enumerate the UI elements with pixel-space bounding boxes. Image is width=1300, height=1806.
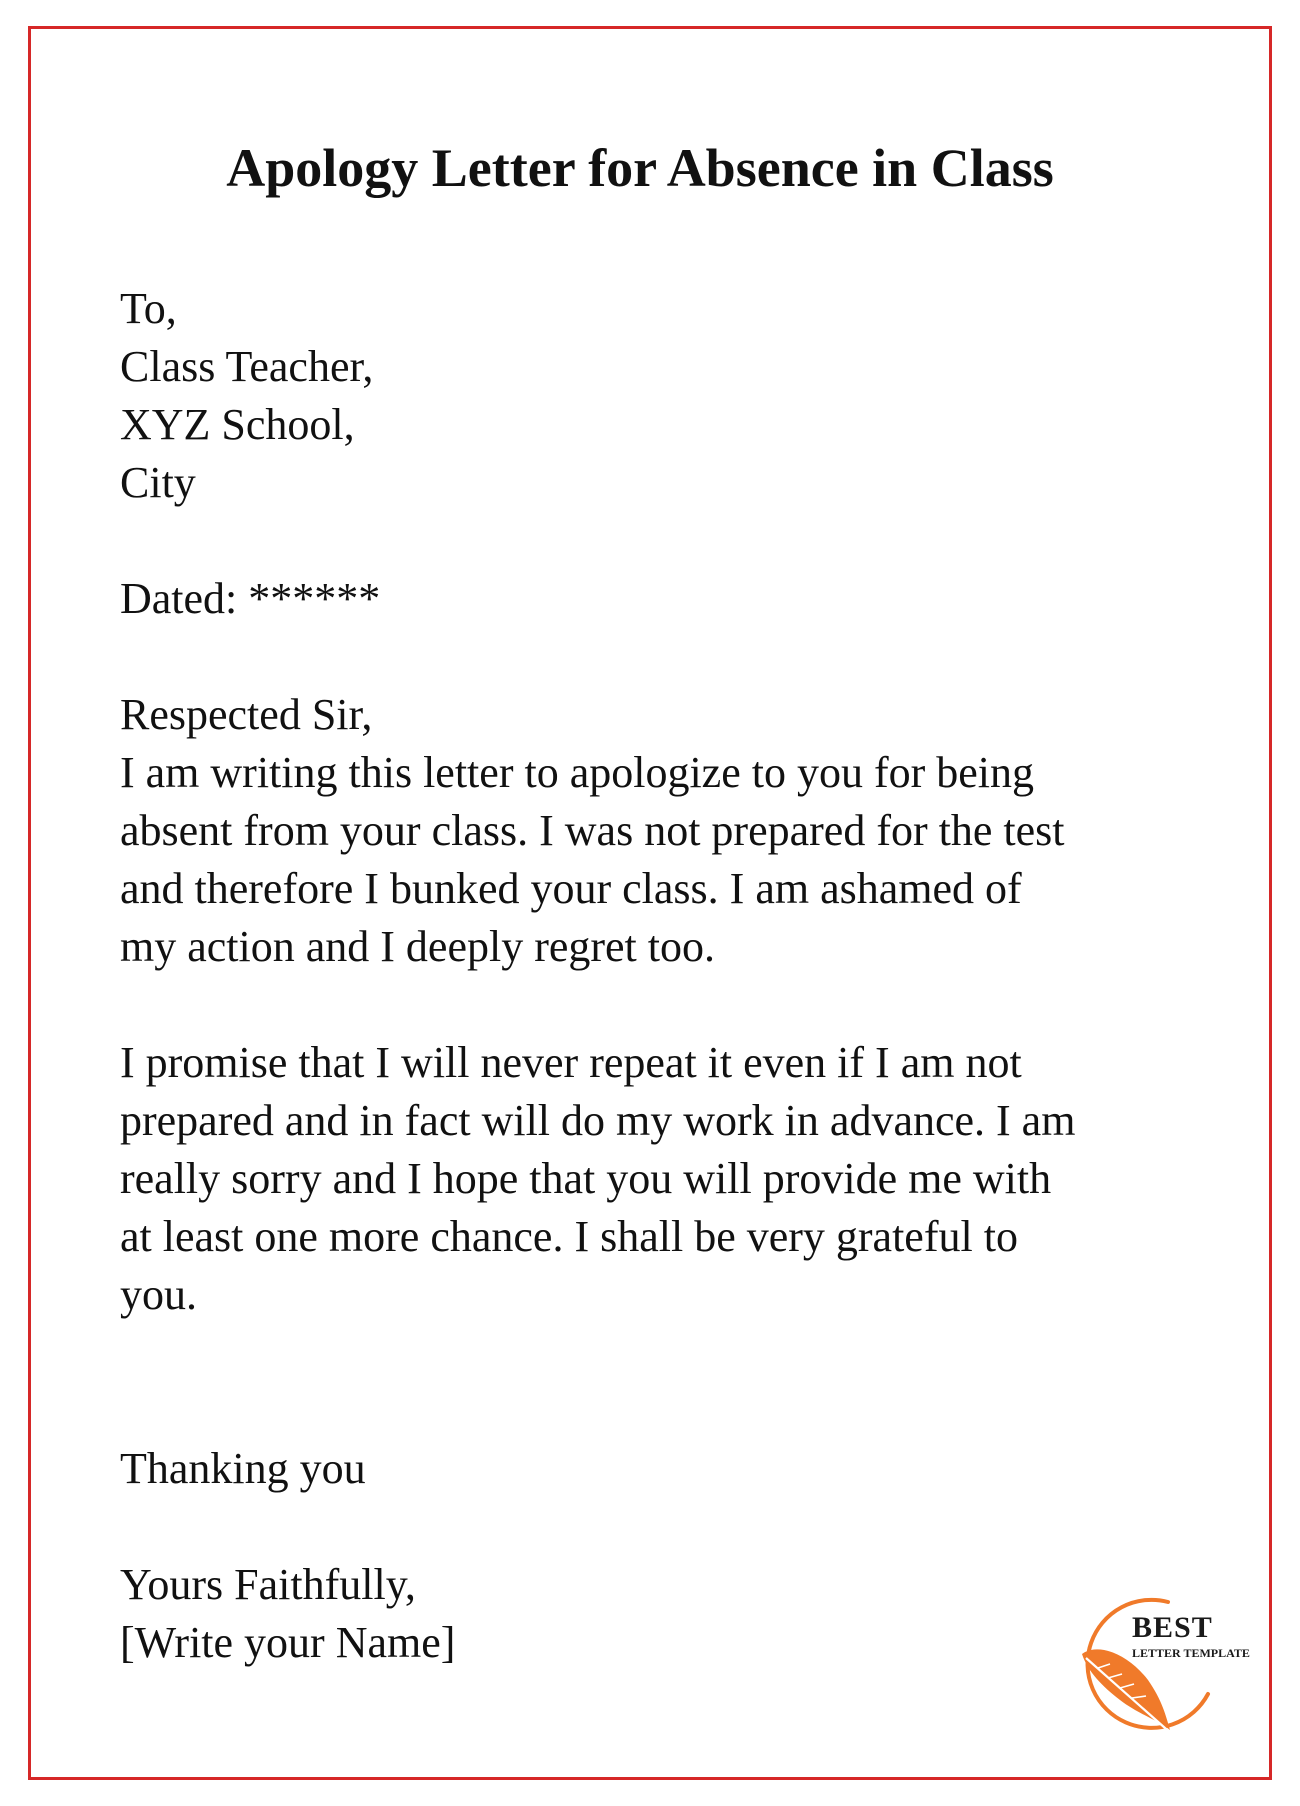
name-placeholder: [Write your Name] bbox=[120, 1618, 456, 1667]
address-line-school: XYZ School, bbox=[120, 400, 355, 449]
paragraph1-line: my action and I deeply regret too. bbox=[120, 922, 716, 971]
logo-word-best: BEST bbox=[1132, 1611, 1213, 1644]
paragraph1-line: I am writing this letter to apologize to you for being bbox=[120, 748, 1035, 797]
address-line-city: City bbox=[120, 458, 196, 507]
paragraph1-line: and therefore I bunked your class. I am ashamed of bbox=[120, 864, 1022, 913]
address-line-to: To, bbox=[120, 284, 177, 333]
logo-word-sub: LETTER TEMPLATE bbox=[1132, 1646, 1250, 1660]
paragraph2-line: I promise that I will never repeat it even if I am not bbox=[120, 1038, 1022, 1087]
signoff-line: Yours Faithfully, bbox=[120, 1560, 416, 1609]
closing-line: Thanking you bbox=[120, 1444, 366, 1493]
letter-title: Apology Letter for Absence in Class bbox=[226, 138, 1054, 198]
paragraph1-line: absent from your class. I was not prepared for the test bbox=[120, 806, 1065, 855]
paragraph2-line: at least one more chance. I shall be very grateful to bbox=[120, 1212, 1018, 1261]
paragraph2-line: you. bbox=[120, 1270, 197, 1319]
paragraph2-line: prepared and in fact will do my work in advance. I am bbox=[120, 1096, 1076, 1145]
salutation: Respected Sir, bbox=[120, 690, 373, 739]
brand-logo bbox=[1058, 1584, 1238, 1744]
paragraph2-line: really sorry and I hope that you will provide me with bbox=[120, 1154, 1052, 1203]
dated-line: Dated: ****** bbox=[120, 574, 381, 623]
address-line-recipient: Class Teacher, bbox=[120, 342, 374, 391]
